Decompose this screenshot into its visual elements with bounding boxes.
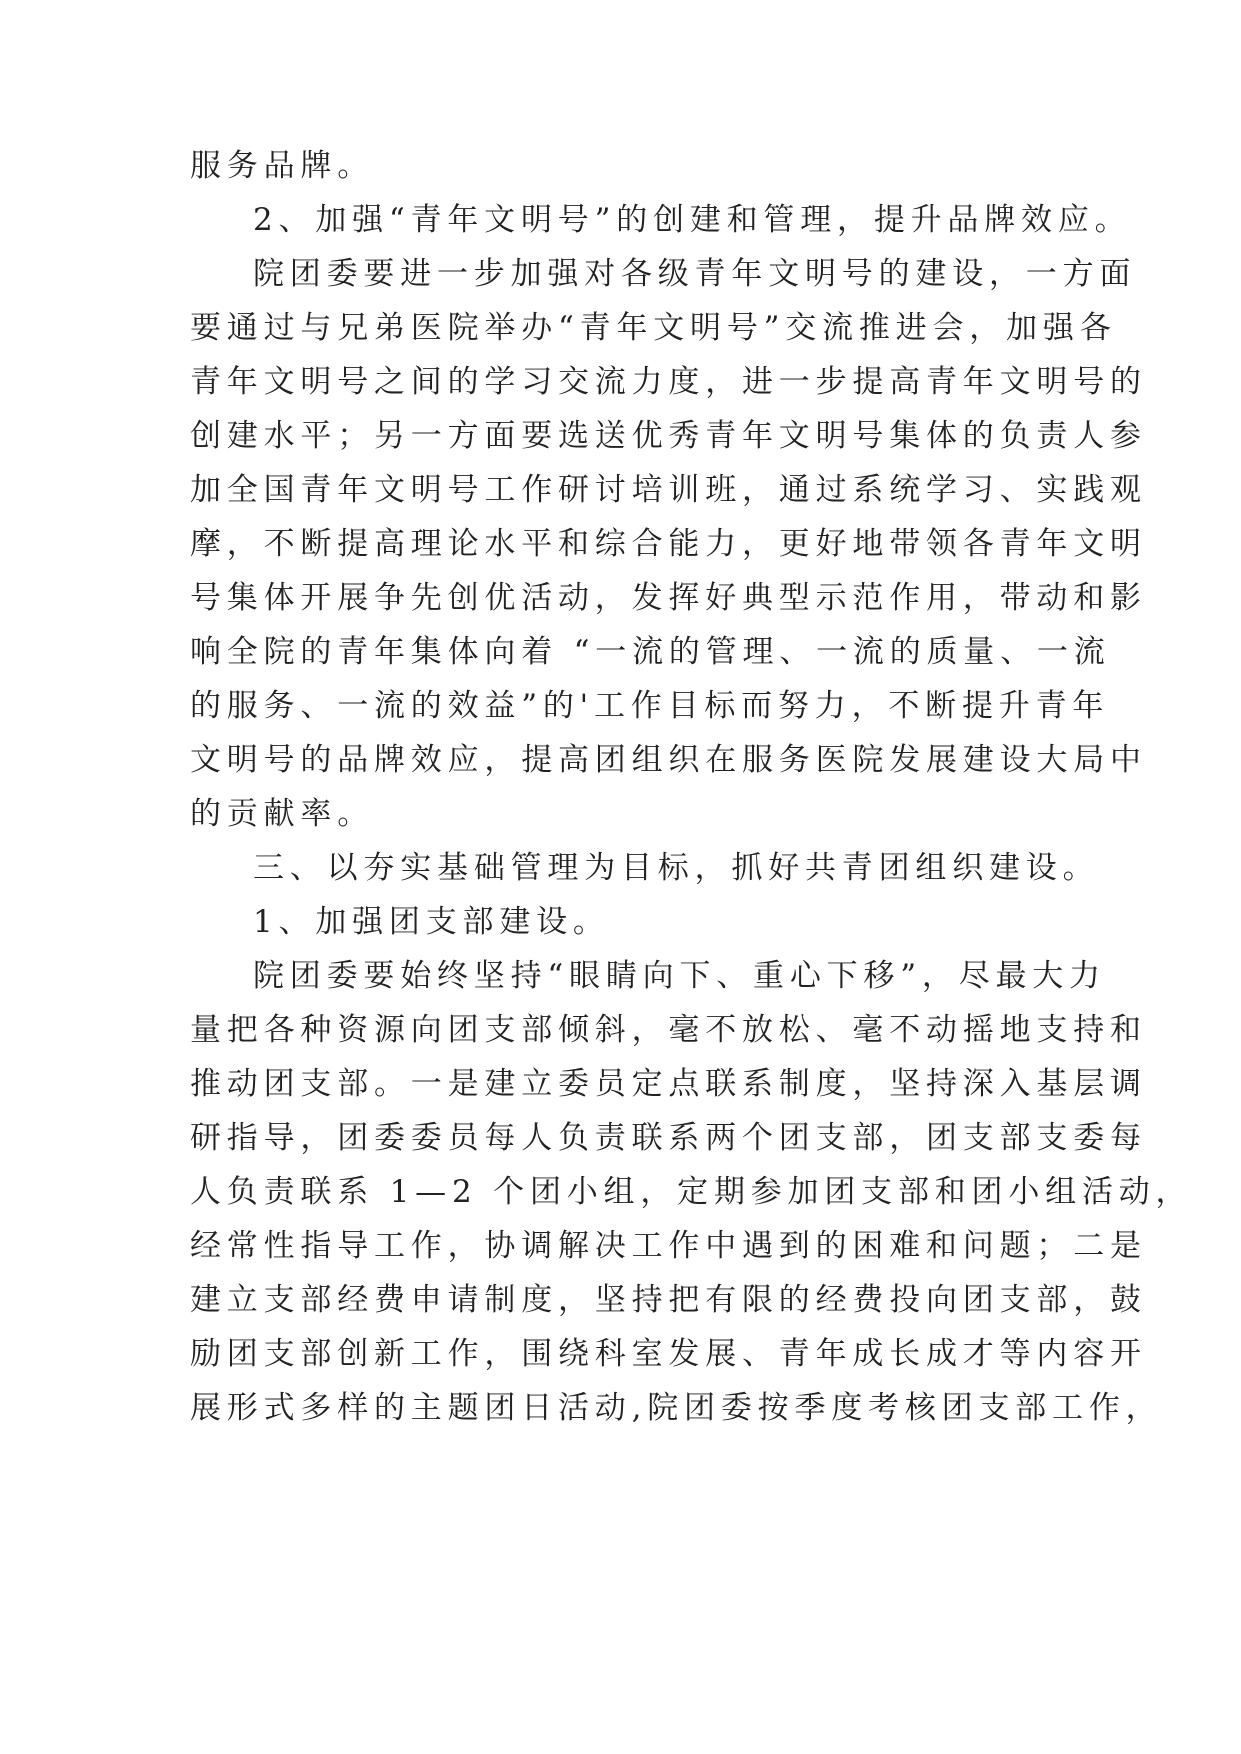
text-line: 研指导，团委委员每人负责联系两个团支部，团支部支委每 (190, 1120, 1147, 1156)
text-line: 院团委要进一步加强对各级青年文明号的建设，一方面 (253, 256, 1137, 292)
text-line: 量把各种资源向团支部倾斜，毫不放松、毫不动摇地支持和 (190, 1012, 1147, 1048)
text-line: 加全国青年文明号工作研讨培训班，通过系统学习、实践观 (190, 472, 1147, 508)
text-line: 服务品牌。 (190, 148, 374, 184)
text-line: 文明号的品牌效应，提高团组织在服务医院发展建设大局中 (190, 742, 1147, 778)
text-line: 院团委要始终坚持“眼睛向下、重心下移”，尽最大力 (253, 958, 1106, 994)
text-line: 青年文明号之间的学习交流力度，进一步提高青年文明号的 (190, 364, 1147, 400)
text-line: 推动团支部。一是建立委员定点联系制度，坚持深入基层调 (190, 1066, 1147, 1102)
text-line: 的服务、一流的效益”的'工作目标而努力，不断提升青年 (190, 688, 1110, 724)
text-line: 号集体开展争先创优活动，发挥好典型示范作用，带动和影 (190, 580, 1147, 616)
text-line: 经常性指导工作，协调解决工作中遇到的困难和问题；二是 (190, 1228, 1147, 1264)
text-line: 要通过与兄弟医院举办“青年文明号”交流推进会，加强各 (190, 310, 1117, 346)
section-heading: 三、以夯实基础管理为目标，抓好共青团组织建设。 (253, 850, 1100, 886)
text-line: 展形式多样的主题团日活动,院团委按季度考核团支部工作， (190, 1390, 1163, 1426)
section-heading: 1、加强团支部建设。 (253, 904, 610, 940)
text-line: 人负责联系 1—2 个团小组，定期参加团支部和团小组活动， (190, 1174, 1193, 1210)
section-heading: 2、加强“青年文明号”的创建和管理，提升品牌效应。 (253, 202, 1132, 238)
text-line: 励团支部创新工作，围绕科室发展、青年成长成才等内容开 (190, 1336, 1147, 1372)
text-line: 摩，不断提高理论水平和综合能力，更好地带领各青年文明 (190, 526, 1147, 562)
text-line: 建立支部经费申请制度，坚持把有限的经费投向团支部，鼓 (190, 1282, 1147, 1318)
text-line: 的贡献率。 (190, 796, 374, 832)
text-line: 创建水平；另一方面要选送优秀青年文明号集体的负责人参 (190, 418, 1147, 454)
text-line: 响全院的青年集体向着 “一流的管理、一流的质量、一流 (190, 634, 1111, 670)
